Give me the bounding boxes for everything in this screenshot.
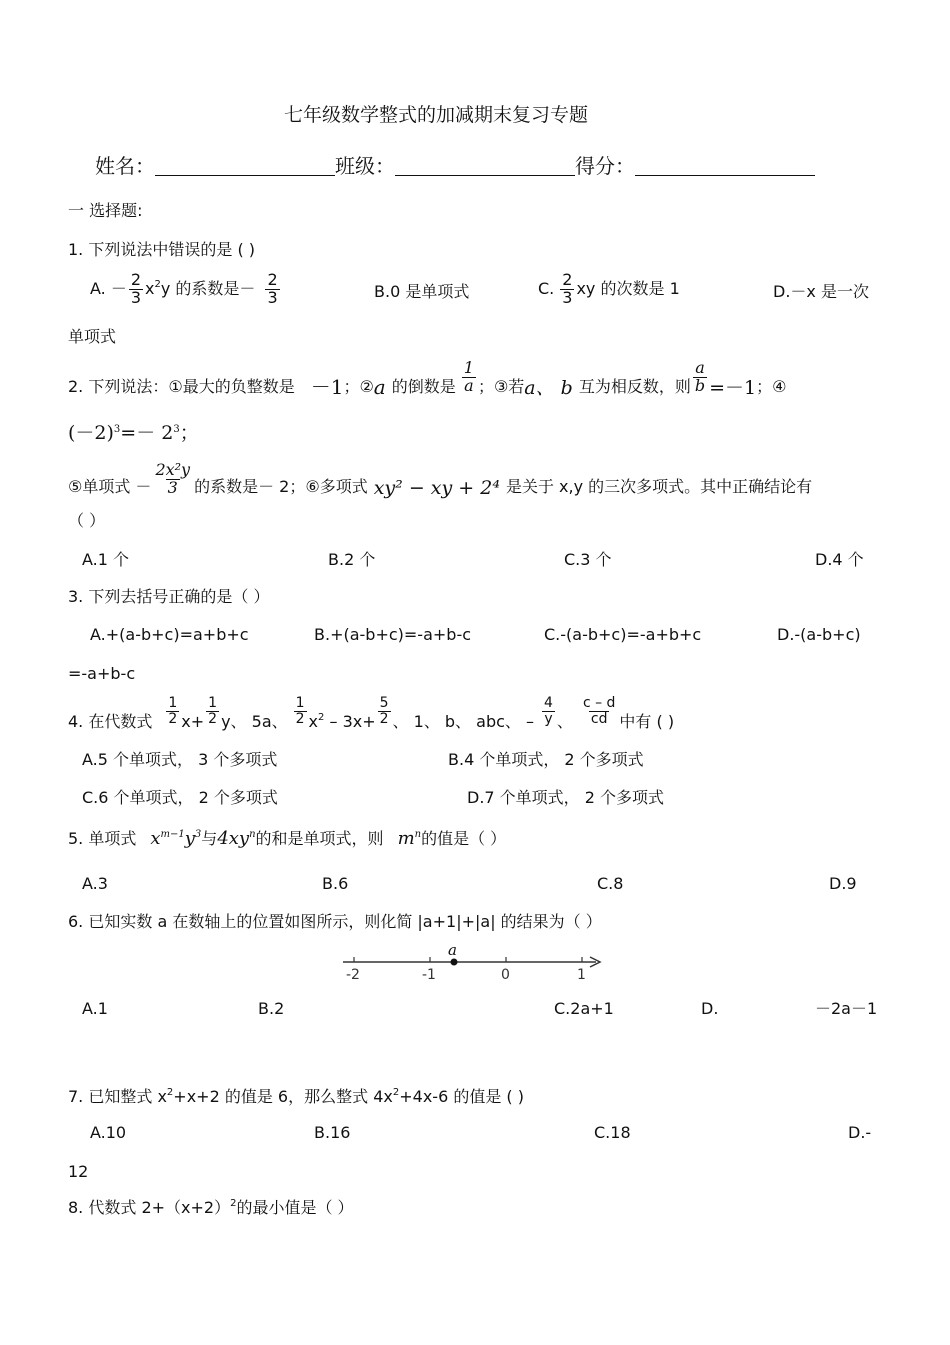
name-blank[interactable] (155, 157, 335, 176)
q2-ratio-value: =－1 (709, 376, 757, 399)
q7-option-a: A.10 (90, 1123, 127, 1142)
q1-stem: 1. 下列说法中错误的是 ( ) (68, 240, 256, 259)
q4-half-2: $\frac{1}{2}$ (208, 695, 218, 727)
q4-option-c: C.6 个单项式， 2 个多项式 (82, 788, 278, 807)
point-a-label: a (448, 941, 457, 959)
q2-option-c: C.3 个 (564, 550, 612, 569)
point-a-dot (451, 959, 458, 966)
q6-option-b: B.2 (258, 999, 285, 1018)
q4-half-3: $\frac{1}{2}$ (295, 695, 305, 727)
q4-half-1: $\frac{1}{2}$ (168, 695, 178, 727)
q2-option-a: A.1 个 (82, 550, 130, 569)
q2-neg-one: －1 (310, 374, 344, 399)
q6-option-d-value: －2a－1 (815, 999, 878, 1018)
q7-option-d: D.- (848, 1123, 872, 1142)
q2-line-2: $(-2)^3=- 2^3$； (68, 422, 199, 444)
q2-polynomial: xy² − xy + 2⁴ (373, 476, 500, 499)
q5-option-d: D.9 (829, 874, 857, 893)
q6-option-c: C.2a+1 (554, 999, 614, 1018)
q1-a-exp: 2 (154, 278, 161, 290)
q5-stem: 5. 单项式 $x^{m-1}y^3$与$4xy^n$的和是单项式，则 $m^n$的值是（ ） (68, 828, 507, 849)
q5-monomial-1: $x^{m-1}y^3$ (150, 828, 202, 849)
q2-option-d: D.4 个 (815, 550, 864, 569)
q2-line-1: 2. 下列说法：①最大的负整数是 －1；②a 的倒数是 $\frac{1}{a}$ ；③若a、 b 互为相反数，则 $\frac{a}{b}$ =－1；④ (68, 358, 787, 399)
q1-option-d-continued: 单项式 (68, 327, 117, 346)
q2-answer-paren: （ ） (68, 511, 106, 530)
score-label: 得分： (575, 154, 635, 178)
q1-option-a (90, 272, 282, 307)
q1-a-text: y 的系数是－ (160, 278, 256, 298)
class-blank[interactable] (395, 157, 575, 176)
name-label: 姓名： (95, 154, 155, 178)
q1-option-c: C. $\frac{2}{3}$ xy 的次数是 1 (538, 270, 680, 307)
q1-a-fraction: $\frac{2}{3}$ (130, 270, 142, 307)
q3-option-a: A.+(a-b+c)=a+b+c (90, 625, 249, 644)
q2-vars-ab: a、 b (524, 376, 573, 399)
q2-monomial-fraction: $\frac{\text{2x²y}}{3}$ (155, 460, 191, 497)
q4-option-b: B.4 个单项式， 2 个多项式 (448, 750, 644, 769)
q3-option-d-continued: =-a+b-c (68, 664, 136, 683)
q3-option-b: B.+(a-b+c)=-a+b-c (314, 625, 472, 644)
q2-ratio-fraction: $\frac{a}{b}$ (694, 358, 706, 395)
q5-monomial-2: $4xy^n$ (217, 828, 256, 849)
q5-m-power-n: $m^n$ (397, 828, 422, 849)
student-info-row (95, 156, 815, 176)
class-label: 班级： (335, 154, 395, 178)
section-heading: 一 选择题: (68, 201, 143, 220)
q5-option-c: C.8 (597, 874, 624, 893)
q3-option-d: D.-(a-b+c) (777, 625, 861, 644)
q4-five-halves: $\frac{5}{2}$ (379, 695, 389, 727)
q2-stem: 2. 下列说法：①最大的负整数是 (68, 376, 295, 396)
q3-option-c: C.-(a-b+c)=-a+b+c (544, 625, 702, 644)
q1-c-fraction: $\frac{2}{3}$ (562, 270, 573, 307)
q3-stem: 3. 下列去括号正确的是（ ） (68, 587, 270, 606)
q4-cd-fraction: $\frac{c - d}{cd}$ (582, 695, 616, 727)
q6-option-a: A.1 (82, 999, 108, 1018)
q7-stem: 7. 已知整式 $x^2+x+2$ 的值是 6，那么整式 $4x^2+4x-6$ 的值是 ( ) (68, 1087, 524, 1106)
q4-option-a: A.5 个单项式， 3 个多项式 (82, 750, 278, 769)
q2-line-3: ⑤单项式 － $\frac{\text{2x²y}}{3}$ 的系数是－ 2；⑥多项式 xy² − xy + 2⁴ 是关于 x,y 的三次多项式。其中正确结论有 (68, 460, 813, 499)
q2-reciprocal-fraction: $\frac{1}{a}$ (463, 358, 474, 395)
tick-label-minus-2: -2 (346, 967, 360, 983)
score-blank[interactable] (635, 157, 815, 176)
q7-option-b: B.16 (314, 1123, 351, 1142)
q1-option-b: B.0 是单项式 (374, 282, 470, 301)
q1-a-x: x (145, 278, 155, 298)
q4-four-over-y: $\frac{4}{y}$ (544, 695, 553, 727)
q5-option-b: B.6 (322, 874, 349, 893)
q4-option-d: D.7 个单项式， 2 个多项式 (467, 788, 665, 807)
tick-label-1: 1 (577, 967, 586, 983)
q4-stem: 4. 在代数式 $\frac{1}{2}$ x+ $\frac{1}{2}$ y、 5a、 $\frac{1}{2}$ $x^2 - 3x+$ $\frac{5}{2}$ 、 1、 b、 abc、 – $\frac{4}{y}$ 、 $\frac{c - d}{cd}$ 中有 ( ) (68, 695, 675, 731)
tick-label-minus-1: -1 (422, 967, 436, 983)
page-title: 七年级数学整式的加减期末复习专题 (284, 104, 589, 126)
q1-option-d: D.－x 是一次 (773, 282, 869, 301)
q5-option-a: A.3 (82, 874, 108, 893)
q1-a-prefix: A. － (90, 278, 127, 298)
q1-a-fraction-2: $\frac{2}{3}$ (267, 270, 278, 307)
q2-option-b: B.2 个 (328, 550, 376, 569)
q7-option-c: C.18 (594, 1123, 631, 1142)
q2-var-a: a (373, 374, 386, 399)
q6-stem: 6. 已知实数 a 在数轴上的位置如图所示，则化简 |a+1|+|a| 的结果为（ ） (68, 912, 602, 931)
number-line-figure (340, 938, 610, 984)
q7-option-d-continued: 12 (68, 1162, 89, 1181)
q6-option-d: D. (701, 999, 719, 1018)
q8-stem: 8. 代数式 $2+(x+2)^2$的最小值是（ ） (68, 1198, 354, 1217)
tick-label-0: 0 (501, 967, 510, 983)
